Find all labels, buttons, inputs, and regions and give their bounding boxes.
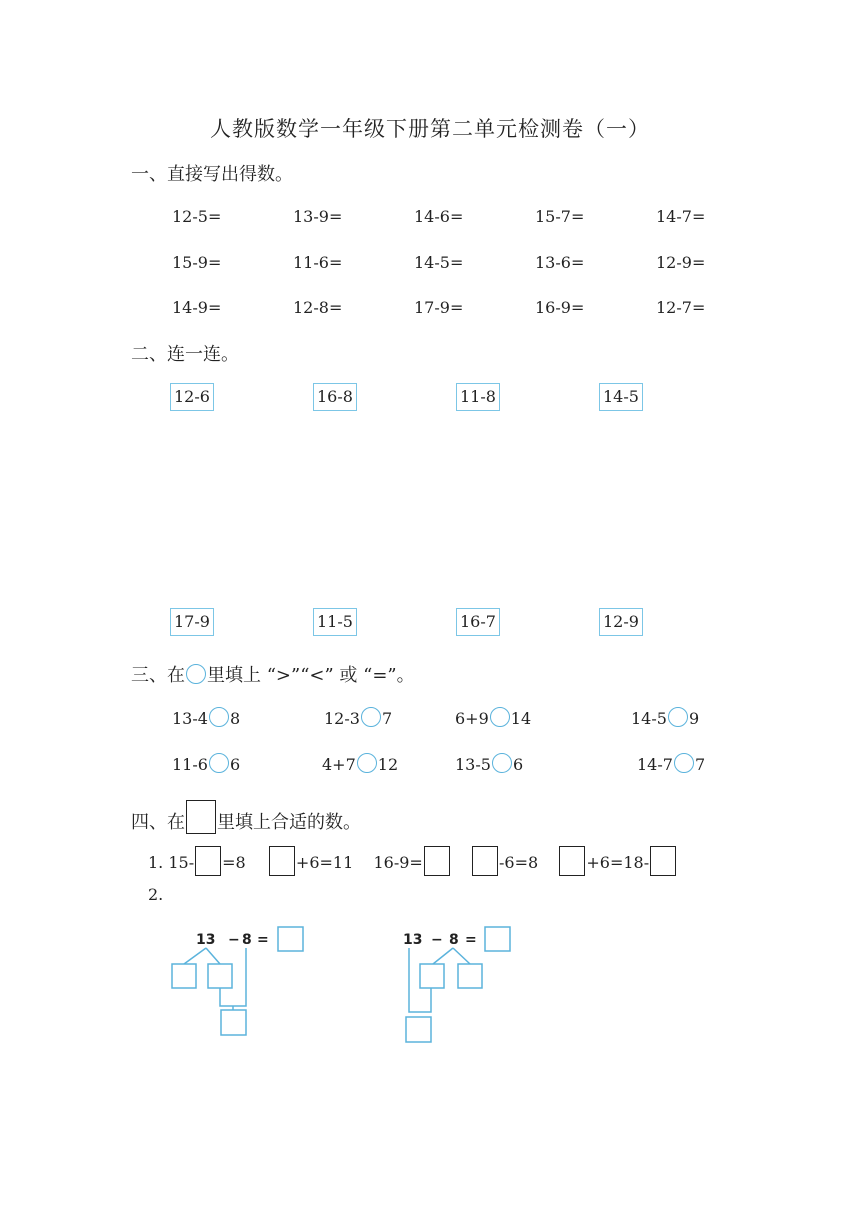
comparison-item: [637, 753, 705, 774]
square-placeholder-icon: [186, 800, 216, 834]
q1-a-post: =8: [222, 853, 246, 872]
comparison-circle[interactable]: [209, 753, 229, 773]
equation: 14-6=: [414, 207, 464, 226]
q1-b-post: +6=11: [295, 853, 354, 872]
section-4-heading-post: 里填上合适的数。: [217, 812, 361, 833]
section-3-heading: [131, 661, 415, 687]
equation: 15-7=: [535, 207, 585, 226]
match-expression-top[interactable]: 16-8: [313, 383, 357, 411]
equation: 14-9=: [172, 298, 222, 317]
comparison-circle[interactable]: [357, 753, 377, 773]
answer-box[interactable]: [650, 846, 676, 876]
section-3-heading-pre: 三、在: [131, 665, 185, 686]
diagram-number-b: 8: [449, 932, 459, 948]
comparison-circle[interactable]: [209, 707, 229, 727]
equation: 14-7=: [656, 207, 706, 226]
comparison-item: [172, 707, 240, 728]
comparison-item: [324, 707, 392, 728]
comparison-right: 7: [694, 755, 706, 774]
comparison-left: 13-5: [455, 755, 491, 774]
section-2-heading: 二、连一连。: [131, 344, 239, 365]
comparison-circle[interactable]: [361, 707, 381, 727]
equation: 13-9=: [293, 207, 343, 226]
answer-box[interactable]: [172, 964, 196, 988]
comparison-right: 7: [381, 709, 393, 728]
match-expression-bottom[interactable]: 17-9: [170, 608, 214, 636]
comparison-right: 12: [377, 755, 399, 774]
answer-box[interactable]: [406, 1017, 431, 1042]
comparison-item: [455, 753, 523, 774]
answer-box[interactable]: [420, 964, 444, 988]
q1-e-post: +6=18-: [586, 853, 650, 872]
answer-box[interactable]: [278, 927, 303, 951]
comparison-circle[interactable]: [674, 753, 694, 773]
comparison-item: [455, 707, 531, 728]
split-lines: [433, 948, 470, 964]
match-expression-top[interactable]: 14-5: [599, 383, 643, 411]
comparison-circle[interactable]: [492, 753, 512, 773]
decomposition-diagram-1: [160, 920, 320, 1040]
comparison-right: 8: [229, 709, 241, 728]
equation: 12-5=: [172, 207, 222, 226]
comparison-right: 6: [512, 755, 524, 774]
split-lines: [184, 948, 220, 964]
comparison-left: 4+7: [322, 755, 356, 774]
equation: 16-9=: [535, 298, 585, 317]
match-expression-bottom[interactable]: 12-9: [599, 608, 643, 636]
match-expression-top[interactable]: 11-8: [456, 383, 500, 411]
circle-placeholder-icon: [186, 664, 206, 684]
section-3-heading-post: 里填上 “>”“<” 或 “=”。: [207, 665, 415, 686]
decomposition-diagram-2: [395, 920, 555, 1046]
equation: 17-9=: [414, 298, 464, 317]
equation: 12-7=: [656, 298, 706, 317]
connector-lines: [220, 948, 246, 1006]
comparison-circle[interactable]: [490, 707, 510, 727]
equation: 12-9=: [656, 253, 706, 272]
match-expression-top[interactable]: 12-6: [170, 383, 214, 411]
equation: 11-6=: [293, 253, 343, 272]
diagram-equals: =: [465, 932, 477, 948]
q1-label: 1.: [148, 853, 164, 872]
equation: 12-8=: [293, 298, 343, 317]
comparison-right: 14: [510, 709, 532, 728]
section-4-heading: [131, 800, 361, 834]
diagram-number-a: 13: [403, 932, 423, 948]
diagram-equals: =: [257, 932, 269, 948]
q1-a-pre: 15-: [168, 853, 195, 872]
comparison-left: 13-4: [172, 709, 208, 728]
answer-box[interactable]: [485, 927, 510, 951]
diagram-operator: −: [228, 932, 240, 948]
equation: 14-5=: [414, 253, 464, 272]
match-expression-bottom[interactable]: 11-5: [313, 608, 357, 636]
section-4-heading-pre: 四、在: [131, 812, 185, 833]
answer-box[interactable]: [472, 846, 498, 876]
equation: 15-9=: [172, 253, 222, 272]
q1-d-post: -6=8: [499, 853, 539, 872]
comparison-left: 14-5: [631, 709, 667, 728]
answer-box[interactable]: [221, 1010, 246, 1035]
comparison-item: [172, 753, 240, 774]
q2-label: 2.: [148, 885, 164, 904]
comparison-right: 6: [229, 755, 241, 774]
comparison-item: [631, 707, 699, 728]
answer-box[interactable]: [458, 964, 482, 988]
answer-box[interactable]: [195, 846, 221, 876]
comparison-left: 14-7: [637, 755, 673, 774]
diagram-operator: −: [431, 932, 443, 948]
q1-c-pre: 16-9=: [373, 853, 423, 872]
comparison-left: 11-6: [172, 755, 208, 774]
answer-box[interactable]: [269, 846, 295, 876]
answer-box[interactable]: [208, 964, 232, 988]
comparison-circle[interactable]: [668, 707, 688, 727]
q1-row: [148, 846, 677, 876]
comparison-left: 6+9: [455, 709, 489, 728]
page-title: 人教版数学一年级下册第二单元检测卷（一）: [210, 117, 650, 141]
answer-box[interactable]: [559, 846, 585, 876]
comparison-left: 12-3: [324, 709, 360, 728]
section-1-heading: 一、直接写出得数。: [131, 164, 293, 185]
diagram-number-a: 13: [196, 932, 216, 948]
comparison-right: 9: [688, 709, 700, 728]
comparison-item: [322, 753, 398, 774]
answer-box[interactable]: [424, 846, 450, 876]
match-expression-bottom[interactable]: 16-7: [456, 608, 500, 636]
diagram-number-b: 8: [242, 932, 252, 948]
equation: 13-6=: [535, 253, 585, 272]
